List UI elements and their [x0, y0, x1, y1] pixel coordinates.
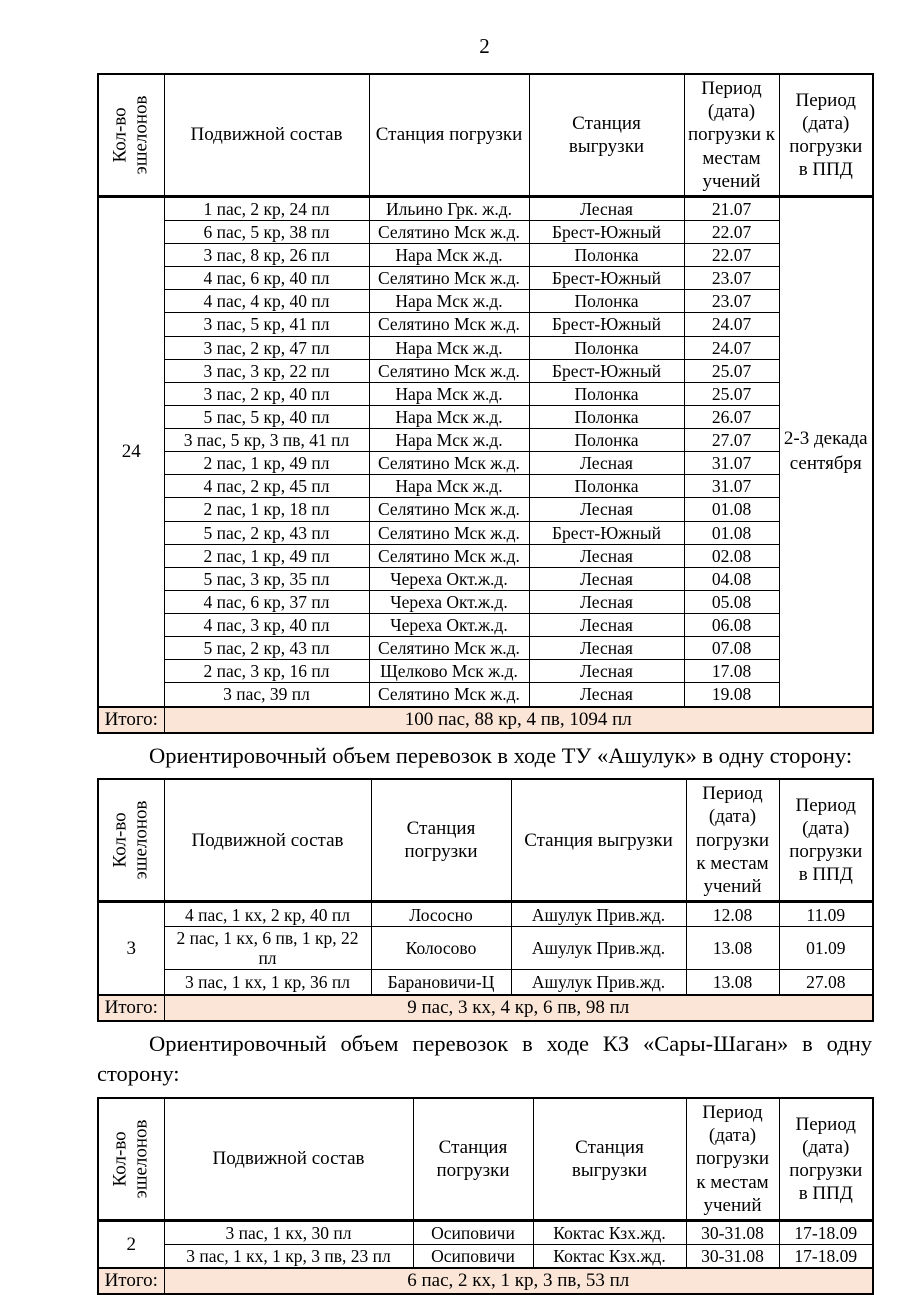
header-unload-station: Станция выгрузки — [533, 1098, 686, 1220]
table-row — [98, 660, 873, 683]
load-station-cell: Селятино Мск ж.д. — [369, 220, 529, 243]
echelon-table-sary-shagan — [97, 1097, 874, 1295]
totals-row — [98, 995, 873, 1021]
unload-station-cell: Лесная — [529, 590, 684, 613]
load-station-cell: Осиповичи — [413, 1220, 533, 1244]
period-exercise-cell: 25.07 — [684, 359, 779, 382]
period-ppd-cell: 01.09 — [779, 927, 873, 970]
rolling-stock-cell: 5 пас, 2 кр, 43 пл — [164, 521, 369, 544]
period-exercise-cell: 02.08 — [684, 544, 779, 567]
rolling-stock-cell: 4 пас, 4 кр, 40 пл — [164, 290, 369, 313]
period-exercise-cell: 22.07 — [684, 244, 779, 267]
unload-station-cell: Брест-Южный — [529, 313, 684, 336]
unload-station-cell: Лесная — [529, 683, 684, 707]
header-period-ppd: Период (дата) погрузки в ППД — [779, 1098, 873, 1220]
header-period-exercise: Период (дата) погрузки к местам учений — [686, 1098, 779, 1220]
header-rolling-stock: Подвижной состав — [164, 1098, 413, 1220]
period-exercise-cell: 30-31.08 — [686, 1220, 779, 1244]
period-exercise-cell: 24.07 — [684, 336, 779, 359]
rolling-stock-cell: 2 пас, 1 кр, 49 пл — [164, 452, 369, 475]
rolling-stock-cell: 5 пас, 3 кр, 35 пл — [164, 567, 369, 590]
echelon-count-cell: 3 — [98, 902, 164, 995]
load-station-cell: Нара Мск ж.д. — [369, 429, 529, 452]
table-header — [98, 779, 873, 901]
table-row — [98, 590, 873, 613]
header-unload-station: Станция выгрузки — [529, 74, 684, 196]
load-station-cell: Нара Мск ж.д. — [369, 290, 529, 313]
unload-station-cell: Брест-Южный — [529, 521, 684, 544]
rolling-stock-cell: 3 пас, 39 пл — [164, 683, 369, 707]
rolling-stock-cell: 3 пас, 1 кх, 30 пл — [164, 1220, 413, 1244]
table-row — [98, 405, 873, 428]
load-station-cell: Нара Мск ж.д. — [369, 475, 529, 498]
rolling-stock-cell: 4 пас, 2 кр, 45 пл — [164, 475, 369, 498]
unload-station-cell: Брест-Южный — [529, 359, 684, 382]
load-station-cell: Селятино Мск ж.д. — [369, 683, 529, 707]
unload-station-cell: Брест-Южный — [529, 220, 684, 243]
unload-station-cell: Брест-Южный — [529, 267, 684, 290]
period-exercise-cell: 13.08 — [686, 970, 779, 995]
period-exercise-cell: 04.08 — [684, 567, 779, 590]
table-row — [98, 475, 873, 498]
table-row — [98, 614, 873, 637]
table-row — [98, 382, 873, 405]
header-echelon-count — [98, 779, 164, 901]
period-exercise-cell: 23.07 — [684, 290, 779, 313]
unload-station-cell: Лесная — [529, 660, 684, 683]
rolling-stock-cell: 1 пас, 2 кр, 24 пл — [164, 196, 369, 220]
rolling-stock-cell: 3 пас, 2 кр, 40 пл — [164, 382, 369, 405]
table-body — [98, 902, 873, 1021]
header-echelon-count — [98, 74, 164, 196]
table-header — [98, 1098, 873, 1220]
header-echelon-count — [98, 1098, 164, 1220]
rolling-stock-cell: 2 пас, 1 кр, 18 пл — [164, 498, 369, 521]
period-exercise-cell: 05.08 — [684, 590, 779, 613]
table-row — [98, 970, 873, 995]
echelon-table-lesnaya — [97, 73, 874, 734]
unload-station-cell: Коктас Кзх.жд. — [533, 1220, 686, 1244]
echelon-count-cell: 2 — [98, 1220, 164, 1268]
period-ppd-cell: 27.08 — [779, 970, 873, 995]
period-ppd-cell: 17-18.09 — [779, 1244, 873, 1268]
table-row — [98, 521, 873, 544]
period-exercise-cell: 25.07 — [684, 382, 779, 405]
totals-row — [98, 1268, 873, 1294]
table-row — [98, 567, 873, 590]
rolling-stock-cell: 2 пас, 1 кр, 49 пл — [164, 544, 369, 567]
totals-value: 100 пас, 88 кр, 4 пв, 1094 пл — [164, 707, 873, 733]
period-ppd-cell: 17-18.09 — [779, 1220, 873, 1244]
table-row — [98, 902, 873, 927]
rolling-stock-cell: 3 пас, 1 кх, 1 кр, 3 пв, 23 пл — [164, 1244, 413, 1268]
unload-station-cell: Полонка — [529, 290, 684, 313]
unload-station-cell: Полонка — [529, 429, 684, 452]
unload-station-cell: Лесная — [529, 498, 684, 521]
period-exercise-cell: 07.08 — [684, 637, 779, 660]
rolling-stock-cell: 3 пас, 1 кх, 1 кр, 36 пл — [164, 970, 371, 995]
table-body — [98, 196, 873, 732]
header-rolling-stock: Подвижной состав — [164, 74, 369, 196]
load-station-cell: Нара Мск ж.д. — [369, 244, 529, 267]
totals-value: 6 пас, 2 кх, 1 кр, 3 пв, 53 пл — [164, 1268, 873, 1294]
section-paragraph-sary-shagan: Ориентировочный объем перевозок в ходе КЗ «Сары-Шаган» в одну сторону: — [97, 1030, 872, 1087]
table-row — [98, 313, 873, 336]
period-exercise-cell: 27.07 — [684, 429, 779, 452]
unload-station-cell: Полонка — [529, 382, 684, 405]
load-station-cell: Селятино Мск ж.д. — [369, 544, 529, 567]
header-period-ppd: Период (дата) погрузки в ППД — [779, 74, 873, 196]
table-row — [98, 196, 873, 220]
load-station-cell: Селятино Мск ж.д. — [369, 521, 529, 544]
table-row — [98, 683, 873, 707]
load-station-cell: Селятино Мск ж.д. — [369, 313, 529, 336]
load-station-cell: Осиповичи — [413, 1244, 533, 1268]
rotated-header-text: Кол-во эшелонов — [109, 800, 152, 880]
table-row — [98, 927, 873, 970]
period-exercise-cell: 30-31.08 — [686, 1244, 779, 1268]
unload-station-cell: Полонка — [529, 336, 684, 359]
rolling-stock-cell: 3 пас, 5 кр, 3 пв, 41 пл — [164, 429, 369, 452]
load-station-cell: Селятино Мск ж.д. — [369, 267, 529, 290]
period-exercise-cell: 17.08 — [684, 660, 779, 683]
period-exercise-cell: 31.07 — [684, 452, 779, 475]
unload-station-cell: Ашулук Прив.жд. — [511, 970, 686, 995]
totals-row — [98, 707, 873, 733]
unload-station-cell: Лесная — [529, 614, 684, 637]
load-station-cell: Череха Окт.ж.д. — [369, 614, 529, 637]
load-station-cell: Селятино Мск ж.д. — [369, 452, 529, 475]
header-period-exercise: Период (дата) погрузки к местам учений — [686, 779, 779, 901]
load-station-cell: Лососно — [371, 902, 511, 927]
period-exercise-cell: 22.07 — [684, 220, 779, 243]
unload-station-cell: Полонка — [529, 244, 684, 267]
period-exercise-cell: 26.07 — [684, 405, 779, 428]
header-period-exercise: Период (дата) погрузки к местам учений — [684, 74, 779, 196]
header-unload-station: Станция выгрузки — [511, 779, 686, 901]
period-exercise-cell: 12.08 — [686, 902, 779, 927]
table-row — [98, 452, 873, 475]
load-station-cell: Череха Окт.ж.д. — [369, 567, 529, 590]
load-station-cell: Ильино Грк. ж.д. — [369, 196, 529, 220]
rotated-header-text: Кол-во эшелонов — [109, 95, 152, 175]
echelon-count-cell: 24 — [98, 196, 164, 706]
rolling-stock-cell: 4 пас, 6 кр, 37 пл — [164, 590, 369, 613]
load-station-cell: Череха Окт.ж.д. — [369, 590, 529, 613]
table-row — [98, 359, 873, 382]
period-exercise-cell: 13.08 — [686, 927, 779, 970]
load-station-cell: Нара Мск ж.д. — [369, 382, 529, 405]
section-paragraph-ashuluk: Ориентировочный объем перевозок в ходе ТУ «Ашулук» в одну сторону: — [149, 742, 853, 768]
table-body — [98, 1220, 873, 1294]
table-row — [98, 498, 873, 521]
rolling-stock-cell: 4 пас, 6 кр, 40 пл — [164, 267, 369, 290]
unload-station-cell: Лесная — [529, 196, 684, 220]
header-load-station: Станция погрузки — [371, 779, 511, 901]
rolling-stock-cell: 4 пас, 1 кх, 2 кр, 40 пл — [164, 902, 371, 927]
unload-station-cell: Лесная — [529, 567, 684, 590]
load-station-cell: Колосово — [371, 927, 511, 970]
totals-label: Итого: — [98, 1268, 164, 1294]
load-station-cell: Селятино Мск ж.д. — [369, 359, 529, 382]
totals-value: 9 пас, 3 кх, 4 кр, 6 пв, 98 пл — [164, 995, 873, 1021]
totals-label: Итого: — [98, 995, 164, 1021]
header-period-ppd: Период (дата) погрузки в ППД — [779, 779, 873, 901]
unload-station-cell: Полонка — [529, 475, 684, 498]
load-station-cell: Селятино Мск ж.д. — [369, 637, 529, 660]
table-row — [98, 637, 873, 660]
table-row — [98, 1220, 873, 1244]
table-row — [98, 267, 873, 290]
table-row — [98, 544, 873, 567]
rolling-stock-cell: 5 пас, 5 кр, 40 пл — [164, 405, 369, 428]
unload-station-cell: Полонка — [529, 405, 684, 428]
rotated-header-text: Кол-во эшелонов — [109, 1119, 152, 1199]
period-ppd-cell: 2-3 декада сентября — [779, 196, 873, 706]
rolling-stock-cell: 3 пас, 8 кр, 26 пл — [164, 244, 369, 267]
period-exercise-cell: 31.07 — [684, 475, 779, 498]
period-exercise-cell: 23.07 — [684, 267, 779, 290]
table-row — [98, 1244, 873, 1268]
table-row — [98, 336, 873, 359]
load-station-cell: Селятино Мск ж.д. — [369, 498, 529, 521]
header-load-station: Станция погрузки — [413, 1098, 533, 1220]
rolling-stock-cell: 5 пас, 2 кр, 43 пл — [164, 637, 369, 660]
period-exercise-cell: 01.08 — [684, 521, 779, 544]
rolling-stock-cell: 2 пас, 3 кр, 16 пл — [164, 660, 369, 683]
unload-station-cell: Лесная — [529, 637, 684, 660]
period-exercise-cell: 06.08 — [684, 614, 779, 637]
page-number: 2 — [479, 34, 490, 58]
unload-station-cell: Лесная — [529, 452, 684, 475]
unload-station-cell: Ашулук Прив.жд. — [511, 927, 686, 970]
totals-label: Итого: — [98, 707, 164, 733]
table-row — [98, 290, 873, 313]
unload-station-cell: Ашулук Прив.жд. — [511, 902, 686, 927]
table-row — [98, 220, 873, 243]
header-rolling-stock: Подвижной состав — [164, 779, 371, 901]
rolling-stock-cell: 2 пас, 1 кх, 6 пв, 1 кр, 22 пл — [164, 927, 371, 970]
table-row — [98, 244, 873, 267]
unload-station-cell: Лесная — [529, 544, 684, 567]
rolling-stock-cell: 3 пас, 5 кр, 41 пл — [164, 313, 369, 336]
load-station-cell: Нара Мск ж.д. — [369, 405, 529, 428]
unload-station-cell: Коктас Кзх.жд. — [533, 1244, 686, 1268]
rolling-stock-cell: 3 пас, 2 кр, 47 пл — [164, 336, 369, 359]
table-header — [98, 74, 873, 196]
rolling-stock-cell: 3 пас, 3 кр, 22 пл — [164, 359, 369, 382]
rolling-stock-cell: 4 пас, 3 кр, 40 пл — [164, 614, 369, 637]
period-exercise-cell: 21.07 — [684, 196, 779, 220]
table-row — [98, 429, 873, 452]
period-ppd-cell: 11.09 — [779, 902, 873, 927]
header-load-station: Станция погрузки — [369, 74, 529, 196]
load-station-cell: Нара Мск ж.д. — [369, 336, 529, 359]
period-exercise-cell: 01.08 — [684, 498, 779, 521]
rolling-stock-cell: 6 пас, 5 кр, 38 пл — [164, 220, 369, 243]
period-exercise-cell: 24.07 — [684, 313, 779, 336]
load-station-cell: Барановичи-Ц — [371, 970, 511, 995]
echelon-table-ashuluk — [97, 778, 874, 1022]
load-station-cell: Щелково Мск ж.д. — [369, 660, 529, 683]
period-exercise-cell: 19.08 — [684, 683, 779, 707]
